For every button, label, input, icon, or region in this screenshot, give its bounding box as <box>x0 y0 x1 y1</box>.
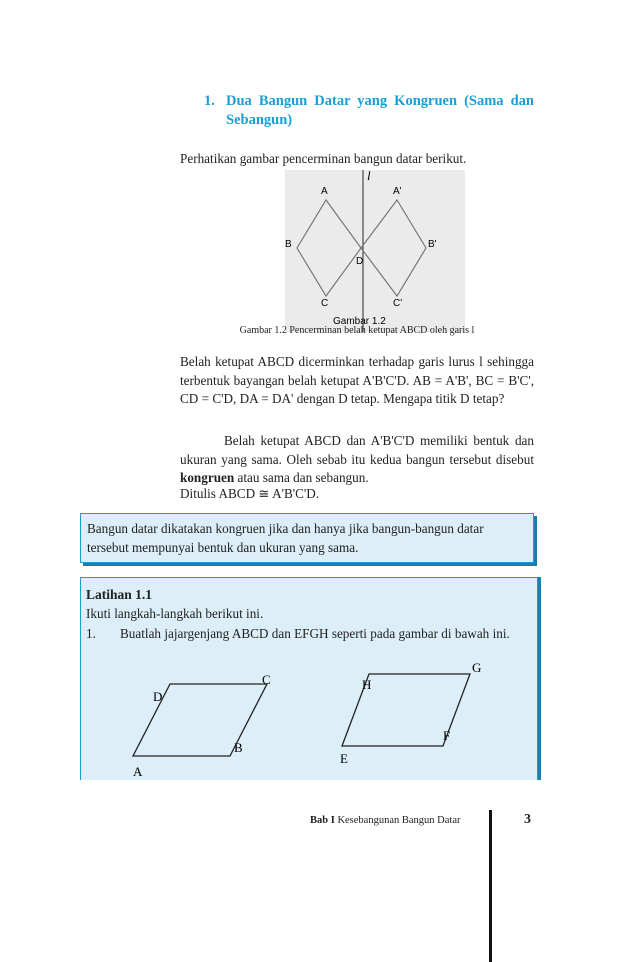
paragraph-1: Belah ketupat ABCD dicerminkan terhadap garis lurus l sehingga terbentuk bayangan belah ketupat A'B'C'D. AB = A'B', BC = B'C', CD = C'D, DA = DA' dengan D tetap. Mengapa titik D tetap? <box>180 354 534 406</box>
label-vertex-H: H <box>362 677 372 692</box>
page-number: 3 <box>524 812 531 827</box>
parallelograms-diagram <box>80 660 536 790</box>
label-vertex-A: A <box>133 764 143 779</box>
label-B-prime: B' <box>428 239 437 250</box>
paragraph-2-before: Belah ketupat ABCD dan A'B'C'D memiliki bentuk dan ukuran yang sama. Oleh sebab itu kedua bangun tersebut disebut <box>180 433 534 467</box>
figure-inner-caption: Gambar 1.2 <box>333 316 386 327</box>
intro-text: Perhatikan gambar pencerminan bangun datar berikut. <box>180 151 467 166</box>
paragraph-2-after: atau sama dan sebangun. <box>234 470 369 485</box>
footer-chapter <box>310 815 460 826</box>
section-heading <box>204 92 534 130</box>
rhombus-abcd <box>297 200 364 296</box>
label-vertex-G: G <box>472 660 482 675</box>
paragraph-2 <box>180 432 534 488</box>
exercise-title: Latihan 1.1 <box>86 587 153 602</box>
label-C-prime: C' <box>393 298 403 309</box>
congruent-symbol: ≅ <box>258 486 270 501</box>
label-A: A <box>321 186 328 197</box>
label-vertex-D: D <box>153 689 163 704</box>
label-A-prime: A' <box>393 186 402 197</box>
reflection-figure <box>285 170 465 332</box>
paragraph-3 <box>180 485 534 504</box>
kongruen-term: kongruen <box>180 470 235 485</box>
rhombus-reflection-diagram <box>285 170 465 332</box>
exercise-intro: Ikuti langkah-langkah berikut ini. <box>86 606 264 621</box>
section-title: Dua Bangun Datar yang Kongruen (Sama dan Sebangun) <box>226 93 534 128</box>
label-vertex-C: C <box>262 672 271 687</box>
label-vertex-B: B <box>234 740 243 755</box>
footer-chapter-title: Kesebangunan Bangun Datar <box>337 815 461 826</box>
footer-divider <box>489 810 492 962</box>
figure-caption: Gambar 1.2 Pencerminan belah ketupat ABCD oleh garis l <box>239 325 475 336</box>
label-vertex-E: E <box>340 751 348 766</box>
footer-chapter-number: Bab I <box>310 815 335 826</box>
label-C: C <box>321 298 329 309</box>
rhombus-abcd-prime <box>361 200 426 296</box>
label-l: l <box>367 170 371 183</box>
definition-box <box>80 513 534 563</box>
section-number: 1. <box>204 93 215 109</box>
label-D: D <box>356 256 364 267</box>
notation-suffix: A'B'C'D. <box>272 486 320 501</box>
label-B: B <box>285 239 292 250</box>
notation-prefix: Ditulis ABCD <box>180 486 256 501</box>
label-vertex-F: F <box>443 728 451 743</box>
exercise-item-1 <box>86 625 526 644</box>
exercise-item-text: Buatlah jajargenjang ABCD dan EFGH seperti pada gambar di bawah ini. <box>120 626 510 641</box>
exercise-item-number: 1. <box>86 626 96 641</box>
definition-text: Bangun datar dikatakan kongruen jika dan hanya jika bangun-bangun datar tersebut mempunyai bentuk dan ukuran yang sama. <box>87 521 484 555</box>
